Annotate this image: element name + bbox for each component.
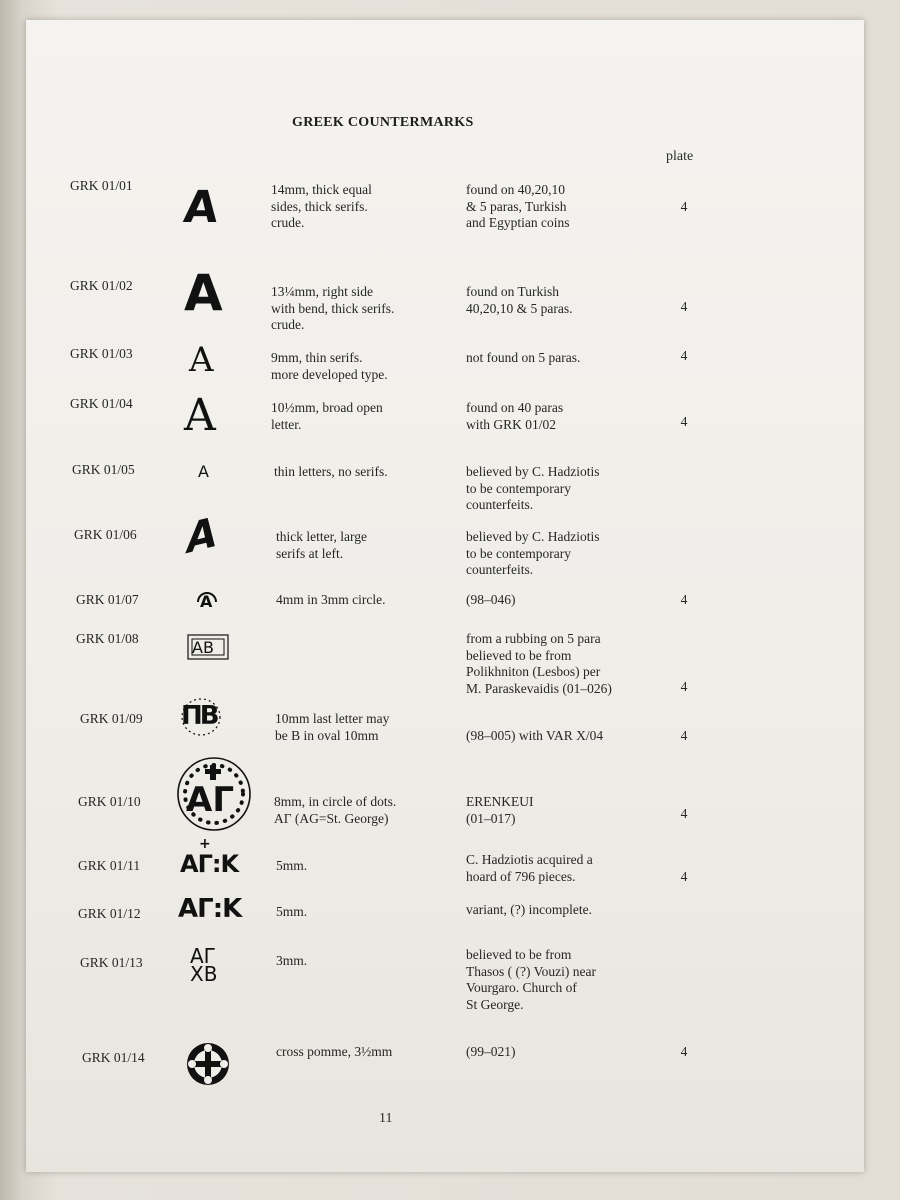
entry-plate: 4 <box>680 679 688 694</box>
letter-a-plain-icon: A <box>198 462 209 481</box>
ag-k-with-cross-icon: ΑΓ:Κ <box>180 850 239 878</box>
entry-notes: found on 40 paras with GRK 01/02 <box>466 400 564 432</box>
entry-code: GRK 01/14 <box>82 1050 145 1065</box>
letter-a-in-circle-icon: A <box>200 592 213 611</box>
ab-in-rectangle-icon: AB <box>192 638 214 657</box>
entry-notes: believed to be from Thasos ( (?) Vouzi) near Vourgaro. Church of St George. <box>466 947 596 1012</box>
entry-code: GRK 01/11 <box>78 858 141 873</box>
entry-plate: 4 <box>680 806 688 821</box>
entry-notes: variant, (?) incomplete. <box>466 902 592 917</box>
entry-description: 3mm. <box>276 953 308 968</box>
entry-code: GRK 01/09 <box>80 711 143 726</box>
entry-description: thin letters, no serifs. <box>274 464 388 479</box>
entry-description: cross pomme, 3½mm <box>276 1044 393 1059</box>
entry-plate: 4 <box>680 199 688 214</box>
entry-plate: 4 <box>680 1044 688 1059</box>
entry-description: thick letter, large serifs at left. <box>276 529 368 561</box>
entry-description: 14mm, thick equal sides, thick serifs. crude. <box>271 182 372 230</box>
page-title: GREEK COUNTERMARKS <box>292 115 474 130</box>
entry-plate: 4 <box>680 414 688 429</box>
entry-code: GRK 01/07 <box>76 592 139 607</box>
page-number: 11 <box>379 1111 393 1126</box>
entry-notes: C. Hadziotis acquired a hoard of 796 pieces. <box>466 852 593 884</box>
entry-description: 8mm, in circle of dots. ΑΓ (AG=St. George) <box>274 794 397 826</box>
entry-notes: from a rubbing on 5 para believed to be from Polikhniton (Lesbos) per M. Paraskevaidis (01–026) <box>466 631 612 696</box>
ag-k-variant-icon: ΑΓ:Κ <box>178 894 242 924</box>
entry-notes: (99–021) <box>466 1044 516 1059</box>
ag-cross-in-dotted-circle-icon: ΑΓ <box>186 780 234 820</box>
entry-code: GRK 01/01 <box>70 178 133 193</box>
entry-code: GRK 01/12 <box>78 906 141 921</box>
entry-code: GRK 01/03 <box>70 346 133 361</box>
letter-a-thin-serif-icon: A <box>189 340 214 380</box>
ag-xb-icon: ΑΓ ΧΒ <box>190 944 218 986</box>
entry-notes: found on 40,20,10 & 5 paras, Turkish and Egyptian coins <box>466 182 570 230</box>
entry-code: GRK 01/05 <box>72 462 135 477</box>
entry-plate: 4 <box>680 592 688 607</box>
cross-pomme-icon <box>184 1040 232 1088</box>
plate-column-header: plate <box>666 149 694 164</box>
entry-code: GRK 01/06 <box>74 527 137 542</box>
entry-notes: ERENKEUI (01–017) <box>466 794 534 826</box>
entry-description: 4mm in 3mm circle. <box>276 592 386 607</box>
letter-a-open-icon: A <box>184 390 216 441</box>
letter-a-bent-serif-icon: A <box>184 264 223 322</box>
entry-notes: believed by C. Hadziotis to be contemporary counterfeits. <box>466 464 600 512</box>
entry-code: GRK 01/02 <box>70 278 133 293</box>
entry-plate: 4 <box>680 869 688 884</box>
entry-notes: believed by C. Hadziotis to be contemporary counterfeits. <box>466 529 600 577</box>
entry-plate: 4 <box>680 348 688 363</box>
cross-icon: + <box>199 836 211 852</box>
entry-code: GRK 01/10 <box>78 794 141 809</box>
entry-code: GRK 01/08 <box>76 631 139 646</box>
entry-notes: (98–005) with VAR X/04 <box>466 728 604 743</box>
entry-description: 10½mm, broad open letter. <box>271 400 383 432</box>
entry-description: 5mm. <box>276 904 308 919</box>
entry-notes: not found on 5 paras. <box>466 350 581 365</box>
letter-a-slanted-icon: A <box>183 507 220 565</box>
entry-description: 13¼mm, right side with bend, thick serifs. crude. <box>271 284 395 332</box>
entry-description: 10mm last letter may be B in oval 10mm <box>275 711 390 743</box>
entry-plate: 4 <box>680 299 688 314</box>
letter-a-heavy-serif-icon: A <box>181 182 221 233</box>
entry-code: GRK 01/04 <box>70 396 133 411</box>
entry-description: 9mm, thin serifs. more developed type. <box>271 350 388 382</box>
entry-plate: 4 <box>680 728 688 743</box>
entry-description: 5mm. <box>276 858 308 873</box>
entry-notes: (98–046) <box>466 592 516 607</box>
monogram-in-oval-icon: ΠΒ <box>181 701 217 731</box>
entry-notes: found on Turkish 40,20,10 & 5 paras. <box>466 284 573 316</box>
entry-code: GRK 01/13 <box>80 955 143 970</box>
